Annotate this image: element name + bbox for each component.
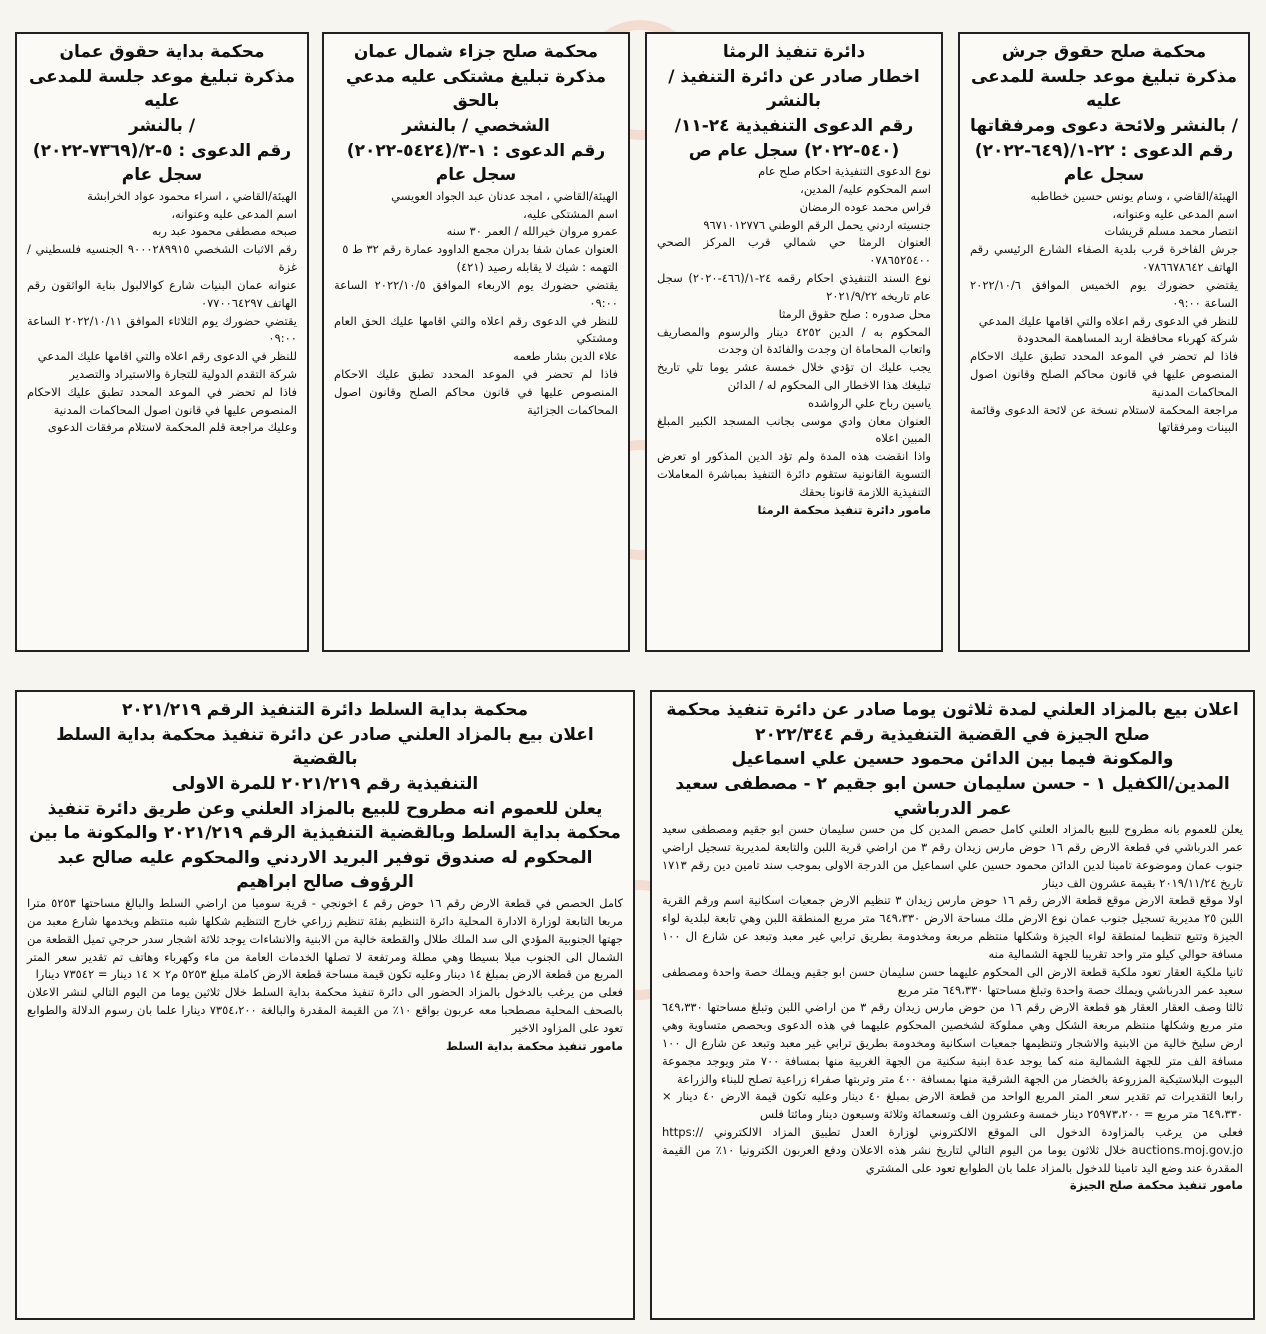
body-line: شركة كهرباء محافظة اربد المساهمة المحدودة xyxy=(1017,331,1238,346)
body-line: للنظر في الدعوى رقم اعلاه والتي اقامها عليك المدعي xyxy=(978,313,1238,328)
body-line: فاذا لم تحضر في الموعد المحدد تطبق عليك الاحكام المنصوص عليها في قانون اصول المحاكمات المدنية xyxy=(27,384,297,417)
header-line: دائرة تنفيذ الرمثا xyxy=(722,42,866,62)
body-line: فاذا لم تحضر في الموعد المحدد تطبق عليك الاحكام المنصوص عليها في قانون محاكم الصلح وقانون اصول المحاكمات الجزائية xyxy=(334,366,618,417)
header-line: التنفيذية رقم ٢٠٢١/٢١٩ للمرة الاولى xyxy=(171,773,479,794)
notice-body xyxy=(27,188,297,437)
body-line: الهيئة/القاضي ، امجد عدنان عبد الجواد العويسي xyxy=(391,188,618,203)
body-line: مراجعة المحكمة لاستلام نسخة عن لائحة الدعوى وقائمة البينات ومرفقاتها xyxy=(970,402,1238,435)
body-line: محل صدوره : صلح حقوق الرمثا xyxy=(778,306,931,321)
header-line: سجل عام xyxy=(1063,165,1145,186)
body-line: العنوان عمان شفا بدران مجمع الداوود عمارة رقم ٣٢ ط ٥ xyxy=(342,242,618,257)
signature-line: مامور تنفيذ محكمة صلح الجيزة xyxy=(1069,1178,1243,1193)
body-line: ثالثا وصف العقار العقار هو قطعة الارض رقم ١٦ من حوض مارس زيدان رقم ٣ من اراضي اللبن وتبلغ مساحتها ٦٤٩،٣٣٠ متر مربع وشكلها منتظم مربعة الشكل وهي مملوكة لشخصين المحكوم عليهما في هذه الدعوى وبحصص متساوية وهي ارض سليخ خالية من الابنية والاشجار وتنظيمها جمعيات اسكانية ومخدومة بطريق ترابي غير معبد وتبعد عن شارع ال ١٠٠ مسافة الف متر للجهة الشمالية منه كما يوجد عدة ابنية سكنية من الجهة الغربية منها بمسافة ٧٠٠ متر ويوجد مجموعة البيوت البلاستيكية المزروعة بالخضار من الجهة الشرقية منها بمسافة ٤٠٠ متر وتربتها صفراء زراعية تصلح للبناء والزراعة xyxy=(662,1000,1243,1086)
body-line: التهمه : شيك لا يقابله رصيد (٤٢١) xyxy=(456,260,618,275)
notice-header xyxy=(657,40,931,163)
body-line: العنوان الرمثا حي شمالي قرب المركز الصحي ٠٧٨٦٥٢٥٤٠٠ xyxy=(657,235,931,268)
body-line: الهيئة/القاضي ، اسراء محمود عواد الخرابشة xyxy=(87,188,297,203)
notice-amman xyxy=(15,32,309,652)
body-line: صبحه مصطفى محمود عبد ربه xyxy=(152,224,297,239)
body-line: فعلى من يرغب بالمزاودة الدخول الى الموقع الالكتروني لوزارة العدل تطبيق المزاد الالكتروني //:https auctions.moj.gov.jo خلال ثلاثون يوما من اليوم التالي لتاريخ نشر هذه الاعلان ودفع العربون الكترونيا ١٠٪ من القيمة المقدرة عند وضع اليد تامينا للدخول بالمزاد علما بان الطوابع تعود على المشتري xyxy=(662,1125,1243,1175)
notice-body xyxy=(27,895,623,1055)
header-line: اعلان بيع بالمزاد العلني لمدة ثلاثون يوما صادر عن دائرة تنفيذ محكمة صلح الجيزة في القضية التنفيذية رقم ٢٠٢٢/٣٤٤ xyxy=(666,700,1239,745)
header-line: / بالنشر ولائحة دعوى ومرفقاتها xyxy=(970,115,1238,136)
header-line: مذكرة تبليغ موعد جلسة للمدعى عليه xyxy=(970,66,1238,112)
body-line: واذا انقضت هذه المدة ولم تؤد الدين المذكور او تعرض التسوية القانونية ستقوم دائرة التنفيذ بمباشرة المعاملات التنفيذية اللازمة قانونا بحقك xyxy=(657,449,931,499)
body-line: اولا موقع قطعة الارض موقع قطعة الارض رقم ١٦ حوض مارس زيدان ٣ تنظيم الارض جمعيات اسكانية اسم ورقم القرية اللبن ٢٥ مديرية تسجيل جنوب عمان نوع الارض ملك مساحة الارض ٦٤٩،٣٣٠ متر مربع المنطقة اللبن وهي تابعة لبلدية لواء الجيزة وتتبع تنظيما لمنطقة لواء الجيزة وشكلها منتظم مربعة ومخدومة بطريق ترابي غير معبد وتبعد عن شارع ال ١٠٠ مسافة حوالي كيلو متر واحد تقريبا للجهة الشمالية منه xyxy=(662,893,1244,961)
header-line: رقم الدعوى : ١-٣/(٥٤٢٤-٢٠٢٢) xyxy=(346,140,606,161)
header-line: سجل عام xyxy=(435,165,517,186)
header-line: اخطار صادر عن دائرة التنفيذ / بالنشر xyxy=(668,66,920,112)
notice-north-amman xyxy=(322,32,630,652)
body-line: العنوان معان وادي موسى بجانب المسجد الكبير المبلغ المبين اعلاه xyxy=(657,413,931,446)
body-line: كامل الحصص في قطعة الارض رقم ١٦ حوض رقم ٤ اخونجي - قرية سوميا من اراضي السلط والبالغ مساحتها ٥٢٥٣ مترا مربعا التابعة لوزارة الادارة المحلية دائرة التنظيم بفئة تنظيم زراعي خارج التنظيم شكلها شبه منتظم ويخدمها شارع معبد من جهتها الجنوبية المؤدي الى سد الملك طلال والقطعة خالية من الابنية والانشاءات يوجد ثلاثة اشجار سدر حرجي تميل القطعة من الشمال الى الجنوب ميلا بسيطا وهي مطلة ومرتفعة لا تصلها الخدمات العامة من ماء وكهرباء وهاتف تم تقدير سعر المتر المربع من قطعة الارض بمبلغ ١٤ دينار وعليه تكون قيمة مساحة قطعة الارض كاملة مبلغ ٥٢٥٣ م٢ × ١٤ دينار = ٧٣٥٤٢ دينارا xyxy=(27,896,624,982)
header-line: محكمة صلح جزاء شمال عمان xyxy=(353,42,599,62)
body-line: اسم المدعى عليه وعنوانه، xyxy=(1112,206,1238,221)
signature-line: مامور تنفيذ محكمة بداية السلط xyxy=(446,1038,623,1053)
body-line: للنظر في الدعوى رقم اعلاه والتي اقامها عليك الحق العام ومشتكي xyxy=(334,313,618,346)
notice-body xyxy=(662,821,1243,1195)
body-line: ياسين رباح علي الرواشده xyxy=(808,395,931,410)
notice-jerash xyxy=(958,32,1250,652)
body-line: اسم المشتكى عليه، xyxy=(523,206,618,221)
header-line: المدين/الكفيل ١ - حسن سليمان حسن ابو جقيم ٢ - مصطفى سعيد عمر الدرباشي xyxy=(675,773,1230,819)
body-line: فعلى من يرغب بالدخول بالمزاد الحضور الى دائرة تنفيذ محكمة بداية السلط خلال ثلاثين يوما من اليوم التالي لنشر الاعلان بالصحف المحلية مصطحبا معه عربون بواقع ١٠٪ من القيمة المقدرة والبالغة ٧٣٥٤،٢٠٠ دينارا علما بان رسوم الدلالة والطوابع تعود على المزاود الاخير xyxy=(27,985,623,1035)
notice-header xyxy=(970,40,1238,188)
body-line: رابعا التقديرات تم تقدير سعر المتر المربع الواحد من قطعة الارض بمبلغ ٤٠ دينار وعليه تكون قيمة الارض ٤٠ دينار × ٦٤٩،٣٣٠ متر مربع = ٢٥٩٧٣،٢٠٠ دينار خمسة وعشرون الف وتسعمائة وثلاثة وسبعون دينار ومائتا فلس xyxy=(662,1089,1243,1122)
notice-body xyxy=(970,188,1238,437)
body-line: الهيئة/القاضي ، وسام يونس حسين خطاطبه xyxy=(1030,188,1238,203)
notice-header xyxy=(27,698,623,895)
body-line: عمرو مروان خيرالله / العمر ٣٠ سنه xyxy=(446,224,618,239)
body-line: يقتضي حضورك يوم الثلاثاء الموافق ٢٠٢٢/١٠/١١ الساعة ٠٩:٠٠ xyxy=(27,313,297,346)
header-line: مذكرة تبليغ موعد جلسة للمدعى عليه xyxy=(28,66,296,112)
header-line: رقم الدعوى : ٢٢-١/(٦٤٩-٢٠٢٢) xyxy=(974,140,1234,161)
body-line: جرش الفاخرة قرب بلدية الصفاء الشارع الرئيسي رقم الهاتف ٠٧٨٦٦٧٨٦٤٢ xyxy=(970,242,1238,275)
header-line: رقم الدعوى : ٥-٢/(٧٣٦٩-٢٠٢٢) xyxy=(32,140,292,161)
header-line: محكمة بداية حقوق عمان xyxy=(59,42,265,62)
header-line: مذكرة تبليغ مشتكى عليه مدعي بالحق xyxy=(345,66,607,112)
header-line: والمكونة فيما بين الدائن محمود حسين علي اسماعيل xyxy=(731,749,1174,770)
body-line: يجب عليك ان تؤدي خلال خمسة عشر يوما تلي تاريخ تبليغك هذا الاخطار الى المحكوم له / الدائن xyxy=(657,360,931,392)
body-line: شركة التقدم الدولية للتجارة والاستيراد والتصدير xyxy=(69,366,297,381)
body-line: فراس محمد عوده الرمضان xyxy=(799,199,931,214)
header-line: محكمة صلح حقوق جرش xyxy=(1001,42,1207,62)
notice-header xyxy=(334,40,618,188)
notice-body xyxy=(657,163,931,519)
body-line: انتصار محمد مسلم قريشات xyxy=(1104,224,1238,239)
body-line: فاذا لم تحضر في الموعد المحدد تطبق عليك الاحكام المنصوص عليها في قانون محاكم الصلح وقانون اصول المحاكمات المدنية xyxy=(970,349,1238,399)
body-line: اسم المحكوم عليه/ المدين، xyxy=(800,182,931,197)
header-line: / بالنشر xyxy=(128,115,196,136)
body-line: رقم الاثبات الشخصي ٩٠٠٠٢٨٩٩١٥ الجنسيه فلسطيني / غزة xyxy=(27,242,297,275)
body-line: نوع الدعوى التنفيذية احكام صلح عام xyxy=(758,164,931,179)
body-line: علاء الدين بشار طعمه xyxy=(513,349,618,364)
body-line: عنوانه عمان البنيات شارع كوالالبول بناية الواثقون رقم الهاتف ٠٧٧٠٠٦٤٢٩٧ xyxy=(27,277,297,310)
header-line: اعلان بيع بالمزاد العلني صادر عن دائرة تنفيذ محكمة بداية السلط بالقضية xyxy=(56,724,594,770)
body-line: يعلن للعموم بانه مطروح للبيع بالمزاد العلني كامل حصص المدين كل من حسن سليمان حسن ابو جقيم ومصطفى سعيد عمر الدرباشي في قطعة الارض رقم ١٦ حوض مارس زيدان رقم ٣ من اراضي قرية اللبن والتابعة لمديرية تسجيل اراضي جنوب عمان وموضوعة تامينا لدين الدائن محمود حسين علي اسماعيل من الدرجة الاولى بموجب سند تامين دين رقم ١٧١٣ تاريخ ٢٠١٩/١١/٢٤ بقيمة عشرون الف دينار xyxy=(662,822,1243,890)
header-line: الشخصي / بالنشر xyxy=(402,115,550,136)
body-line: وعليك مراجعة قلم المحكمة لاستلام مرفقات الدعوى xyxy=(47,420,297,435)
header-line: يعلن للعموم انه مطروح للبيع بالمزاد العلني وعن طريق دائرة تنفيذ محكمة بداية السلط وبالقضية التنفيذية الرقم ٢٠٢١/٢١٩ والمكونة ما بين المحكوم له صندوق توفير البريد الاردني والمحكوم عليه صالح عبد الرؤوف صالح ابراهيم xyxy=(29,798,621,893)
notice-ramtha xyxy=(645,32,943,652)
signature-line: مامور دائرة تنفيذ محكمة الرمثا xyxy=(757,502,931,517)
notice-salt-auction xyxy=(15,690,635,1320)
body-line: ثانيا ملكية العقار تعود ملكية قطعة الارض الى المحكوم عليهما حسن سليمان حسن ابو جقيم ويملك حصة واحدة ومصطفى سعيد عمر الدرباشي ويملك حصة واحدة وتبلغ مساحتها ٦٤٩،٣٣٠ متر مربع xyxy=(662,964,1243,997)
header-line: رقم الدعوى التنفيذية ٢٤-١١/ xyxy=(674,115,914,136)
body-line: نوع السند التنفيذي احكام رقمه ٢٤-١/(٤٦٦-٢٠٢٠) سجل عام تاريخه ٢٠٢١/٩/٢٢ xyxy=(657,271,931,303)
notice-body xyxy=(334,188,618,420)
body-line: اسم المدعى عليه وعنوانه، xyxy=(171,206,297,221)
body-line: جنسيته اردني يحمل الرقم الوطني ٩٦٧١٠١٢٧٧٦ xyxy=(703,217,931,232)
notice-header xyxy=(662,698,1243,821)
header-line: (٥٤٠-٢٠٢٢) سجل عام ص xyxy=(688,140,900,161)
body-line: يقتضي حضورك يوم الخميس الموافق ٢٠٢٢/١٠/٦ الساعة ٠٩:٠٠ xyxy=(970,277,1238,310)
body-line: للنظر في الدعوى رقم اعلاه والتي اقامها عليك المدعي xyxy=(37,349,297,364)
header-line: محكمة بداية السلط دائرة التنفيذ الرقم ٢٠٢١/٢١٩ xyxy=(122,700,528,720)
header-line: سجل عام xyxy=(121,165,203,186)
notice-jiza-auction xyxy=(650,690,1255,1320)
body-line: المحكوم به / الدين ٤٢٥٢ دينار والرسوم والمصاريف واتعاب المحاماة ان وجدت والفائدة ان وجدت xyxy=(657,324,931,357)
notice-header xyxy=(27,40,297,188)
body-line: يقتضي حضورك يوم الاربعاء الموافق ٢٠٢٢/١٠/٥ الساعة ٠٩:٠٠ xyxy=(334,277,618,310)
